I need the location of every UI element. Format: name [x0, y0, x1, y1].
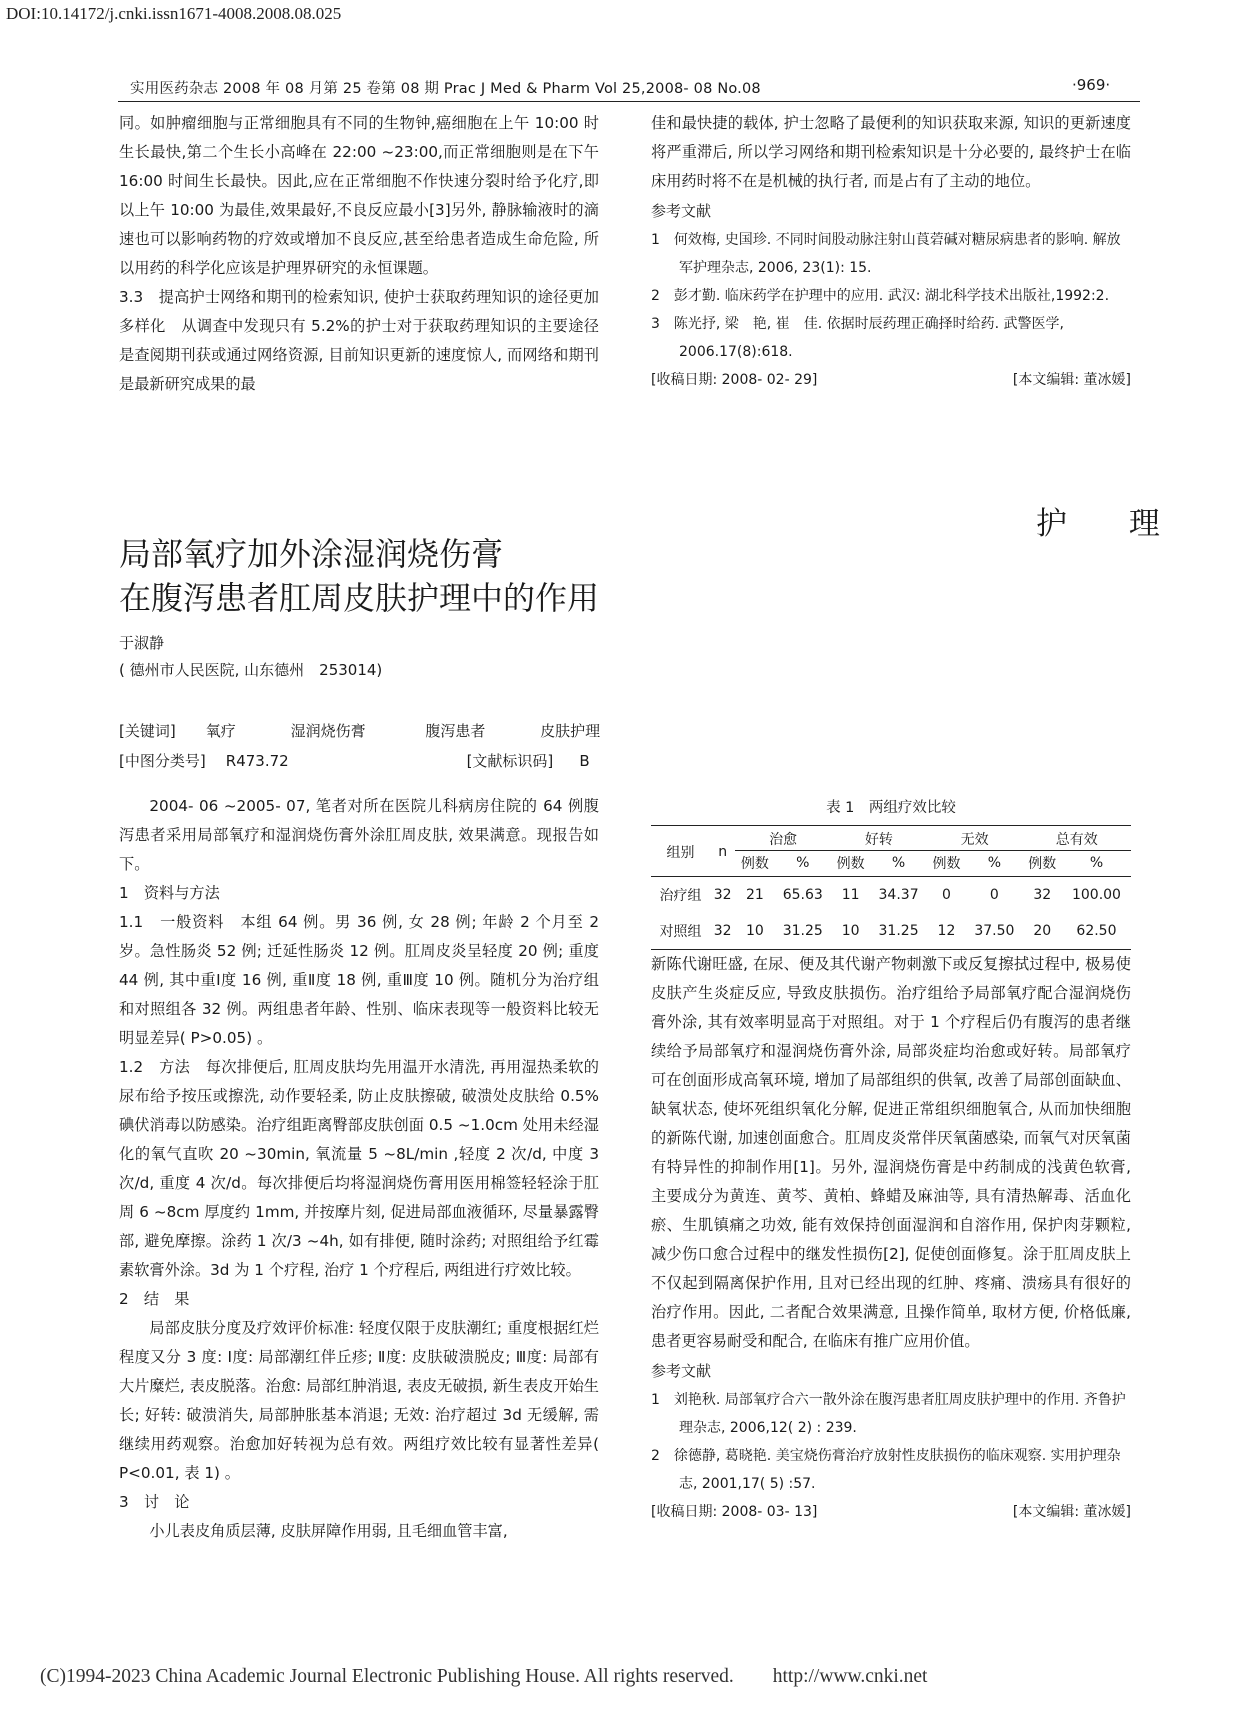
editor-note: [本文编辑: 董冰媛]	[1012, 1504, 1131, 1520]
table-caption: 表 1 两组疗效比较	[826, 800, 956, 816]
paragraph: 1.1 一般资料 本组 64 例。男 36 例, 女 28 例; 年龄 2 个月至 2 岁。急性肠炎 52 例; 迁延性肠炎 12 例。肛周皮炎呈轻度 20 例; 重度 44 例, 其中重Ⅰ度 16 例, 重Ⅱ度 18 例, 重Ⅲ度 10 例。随机分为治疗组和对照组各 32 例。两组患者年龄、性别、临床表现等一般资料比较无明显差异( P>0.05) 。	[119, 913, 599, 1047]
table-cell: 12	[927, 913, 966, 950]
references-heading: 参考文献	[651, 202, 712, 220]
title-line: 局部氧疗加外涂湿润烧伤膏	[119, 535, 504, 573]
paragraph: 佳和最快捷的载体, 护士忽略了最便利的知识获取来源, 知识的更新速度将严重滞后, 所以学习网络和期刊检索知识是十分必要的, 最终护士在临床用药时将不在是机械的执行者, 而是占有了主动的地位。	[651, 114, 1131, 190]
author: 于淑静	[119, 634, 165, 652]
previous-article-left-column	[119, 109, 599, 399]
previous-article-right-column	[651, 109, 1131, 394]
paragraph: 3 讨 论	[119, 1493, 190, 1511]
table-cell: 10	[735, 913, 774, 950]
doc-code: B	[579, 752, 590, 770]
table-cell: 65.63	[782, 887, 823, 903]
table-cell: 32	[710, 913, 735, 950]
group-header: 好转	[831, 826, 927, 851]
results-table	[651, 825, 1131, 950]
reference-item: 3 陈光抒, 梁 艳, 崔 佳. 依据时辰药理正确择时给药. 武警医学, 2006.17(8):618.	[651, 316, 1064, 360]
article-right-column	[651, 950, 1131, 1526]
results-table-block	[651, 796, 1131, 950]
running-head: 实用医药杂志 2008 年 08 月第 25 卷第 08 期 Prac J Med & Pharm Vol 25,2008- 08 No.08	[130, 81, 761, 97]
page-number: ·969·	[1072, 76, 1111, 94]
received-date: [收稿日期: 2008- 02- 29]	[651, 372, 818, 388]
paragraph: 2004- 06 ~2005- 07, 笔者对所在医院儿科病房住院的 64 例腹泻患者采用局部氧疗和湿润烧伤膏外涂肛周皮肤, 效果满意。现报告如下。	[119, 797, 599, 873]
received-line	[651, 366, 1131, 394]
table-cell: 20	[1023, 913, 1062, 950]
sub-header: %	[870, 851, 926, 877]
sub-header: %	[775, 851, 831, 877]
reference-item: 1 刘艳秋. 局部氧疗合六一散外涂在腹泻患者肛周皮肤护理中的作用. 齐鲁护理杂志, 2006,12( 2) : 239.	[651, 1392, 1126, 1436]
sub-header: 例数	[927, 851, 966, 877]
table-cell: 10	[831, 913, 870, 950]
section-label: 护 理	[1036, 506, 1186, 542]
table-cell: 31.25	[775, 913, 831, 950]
article-title	[119, 532, 599, 620]
reference-item: 1 何效梅, 史国珍. 不同时间股动脉注射山莨菪碱对糖尿病患者的影响. 解放军护理杂志, 2006, 23(1): 15.	[651, 232, 1121, 276]
paragraph: 同。如肿瘤细胞与正常细胞具有不同的生物钟,癌细胞在上午 10:00 时生长最快,第二个生长小高峰在 22:00 ~23:00,而正常细胞则是在下午 16:00 时间生长最快。因此,应在正常细胞不作快速分裂时给予化疗,即以上午 10:00 为最佳,效果最好,不良反应最小[3]另外, 静脉输液时的滴速也可以影响药物的疗效或增加不良反应,甚至给患者造成生命危险, 所以用药的科学化应该是护理界研究的永恒课题。	[119, 114, 599, 277]
affiliation: ( 德州市人民医院, 山东德州 253014)	[119, 661, 383, 679]
table-cell: 32	[713, 887, 732, 903]
sub-header: %	[1062, 851, 1131, 877]
table-cell: 11	[841, 887, 860, 903]
sub-header: 例数	[831, 851, 870, 877]
clc-label: [中图分类号]	[119, 752, 206, 770]
table-cell: 21	[745, 887, 764, 903]
paragraph: 局部皮肤分度及疗效评价标准: 轻度仅限于皮肤潮红; 重度根据红烂程度又分 3 度: Ⅰ度: 局部潮红伴丘疹; Ⅱ度: 皮肤破溃脱皮; Ⅲ度: 局部有大片糜烂, 表皮脱落。治愈: 局部红肿消退, 表皮无破损, 新生表皮开始生长; 好转: 破溃消失, 局部肿胀基本消退; 无效: 治疗超过 3d 无缓解, 需继续用药观察。治愈加好转视为总有效。两组疗效比较有显著性差异( P<0.01, 表 1) 。	[119, 1319, 599, 1482]
received-date: [收稿日期: 2008- 03- 13]	[651, 1504, 818, 1520]
table-cell: 0	[989, 887, 999, 903]
doc-code-label: [文献标识码]	[466, 752, 554, 770]
doi: DOI:10.14172/j.cnki.issn1671-4008.2008.08.025	[6, 4, 342, 23]
paragraph: 1 资料与方法	[119, 884, 220, 902]
sub-header: %	[966, 851, 1022, 877]
copyright-footer: (C)1994-2023 China Academic Journal Electronic Publishing House. All rights reserved. http://www.cnki.net	[40, 1666, 928, 1687]
references-heading: 参考文献	[651, 1362, 712, 1380]
table-cell: 31.25	[870, 913, 926, 950]
table-row	[651, 877, 1131, 914]
editor-note: [本文编辑: 董冰媛]	[1012, 372, 1131, 388]
keywords-label: [关键词]	[119, 722, 176, 740]
table-cell: 37.50	[966, 913, 1022, 950]
paragraph: 3.3 提高护士网络和期刊的检索知识, 使护士获取药理知识的途径更加多样化 从调查中发现只有 5.2%的护士对于获取药理知识的主要途径是查阅期刊获或通过网络资源, 目前知识更新的速度惊人, 而网络和期刊是最新研究成果的最	[119, 288, 599, 393]
keyword: 皮肤护理	[540, 722, 601, 740]
paragraph: 新陈代谢旺盛, 在尿、便及其代谢产物刺激下或反复擦拭过程中, 极易使皮肤产生炎症反应, 导致皮肤损伤。治疗组给予局部氧疗配合湿润烧伤膏外涂, 其有效率明显高于对照组。对于 1 个疗程后仍有腹泻的患者继续给予局部氧疗和湿润烧伤膏外涂, 局部炎症均治愈或好转。局部氧疗可在创面形成高氧环境, 增加了局部组织的供氧, 改善了局部创面缺血、缺氧状态, 使坏死组织氧化分解, 促进正常组织细胞氧合, 从而加快细胞的新陈代谢, 加速创面愈合。肛周皮炎常伴厌氧菌感染, 而氧气对厌氧菌有特异性的抑制作用[1]。另外, 湿润烧伤膏是中药制成的浅黄色软膏, 主要成分为黄连、黄芩、黄柏、蜂蜡及麻油等, 具有清热解毒、活血化瘀、生肌镇痛之功效, 能有效保持创面湿润和自溶作用, 保护肉芽颗粒, 减少伤口愈合过程中的继发性损伤[2], 促使创面修复。涂于肛周皮肤上不仅起到隔离保护作用, 且对已经出现的红肿、疼痛、溃疡具有很好的治疗作用。因此, 二者配合效果满意, 且操作简单, 取材方便, 价格低廉, 患者更容易耐受和配合, 在临床有推广应用价值。	[651, 955, 1131, 1350]
paragraph: 1.2 方法 每次排便后, 肛周皮肤均先用温开水清洗, 再用湿热柔软的尿布给予按压或擦洗, 动作要轻柔, 防止皮肤擦破, 破溃处皮肤给 0.5%碘伏消毒以防感染。治疗组距离臀部皮肤创面 0.5 ~1.0cm 处用未经湿化的氧气直吹 20 ~30min, 氧流量 5 ~8L/min ,轻度 2 次/d, 中度 3 次/d, 重度 4 次/d。每次排便后均将湿润烧伤膏用医用棉签轻轻涂于肛周 6 ~8cm 厚度约 1mm, 并按摩片刻, 促进局部血液循环, 尽量暴露臀部, 避免摩擦。涂药 1 次/3 ~4h, 如有排便, 随时涂药; 对照组给予红霉素软膏外涂。3d 为 1 个疗程, 治疗 1 个疗程后, 两组进行疗效比较。	[119, 1058, 599, 1279]
paragraph: 2 结 果	[119, 1290, 190, 1308]
keyword: 湿润烧伤膏	[290, 722, 366, 740]
group-header: 无效	[927, 826, 1023, 851]
n-header: n	[710, 826, 735, 877]
keywords-block	[119, 716, 600, 776]
row-header: 组别	[651, 826, 710, 877]
received-line	[651, 1498, 1131, 1526]
table-cell: 治疗组	[659, 888, 702, 904]
table-cell: 100.00	[1071, 887, 1121, 903]
header-rule	[118, 101, 1140, 102]
title-line: 在腹泻患者肛周皮肤护理中的作用	[119, 579, 600, 617]
table-cell: 34.37	[878, 887, 919, 903]
keyword: 腹泻患者	[425, 722, 486, 740]
table-cell: 62.50	[1062, 913, 1131, 950]
group-header: 总有效	[1023, 826, 1131, 851]
table-cell: 32	[1033, 887, 1052, 903]
table-cell: 对照组	[651, 913, 710, 950]
sub-header: 例数	[1023, 851, 1062, 877]
reference-item: 2 徐德静, 葛晓艳. 美宝烧伤膏治疗放射性皮肤损伤的临床观察. 实用护理杂志, 2001,17( 5) :57.	[651, 1448, 1121, 1492]
article-left-column	[119, 792, 599, 1546]
keyword: 氧疗	[205, 722, 236, 740]
paragraph: 小儿表皮角质层薄, 皮肤屏障作用弱, 且毛细血管丰富,	[149, 1522, 508, 1540]
table-body	[651, 877, 1131, 950]
sub-header: 例数	[735, 851, 774, 877]
group-header: 治愈	[735, 826, 831, 851]
table-cell: 0	[942, 887, 951, 903]
clc-code: R473.72	[225, 752, 289, 770]
reference-item: 2 彭才勤. 临床药学在护理中的应用. 武汉: 湖北科学技术出版社,1992:2.	[651, 288, 1110, 304]
table-row	[651, 913, 1131, 950]
